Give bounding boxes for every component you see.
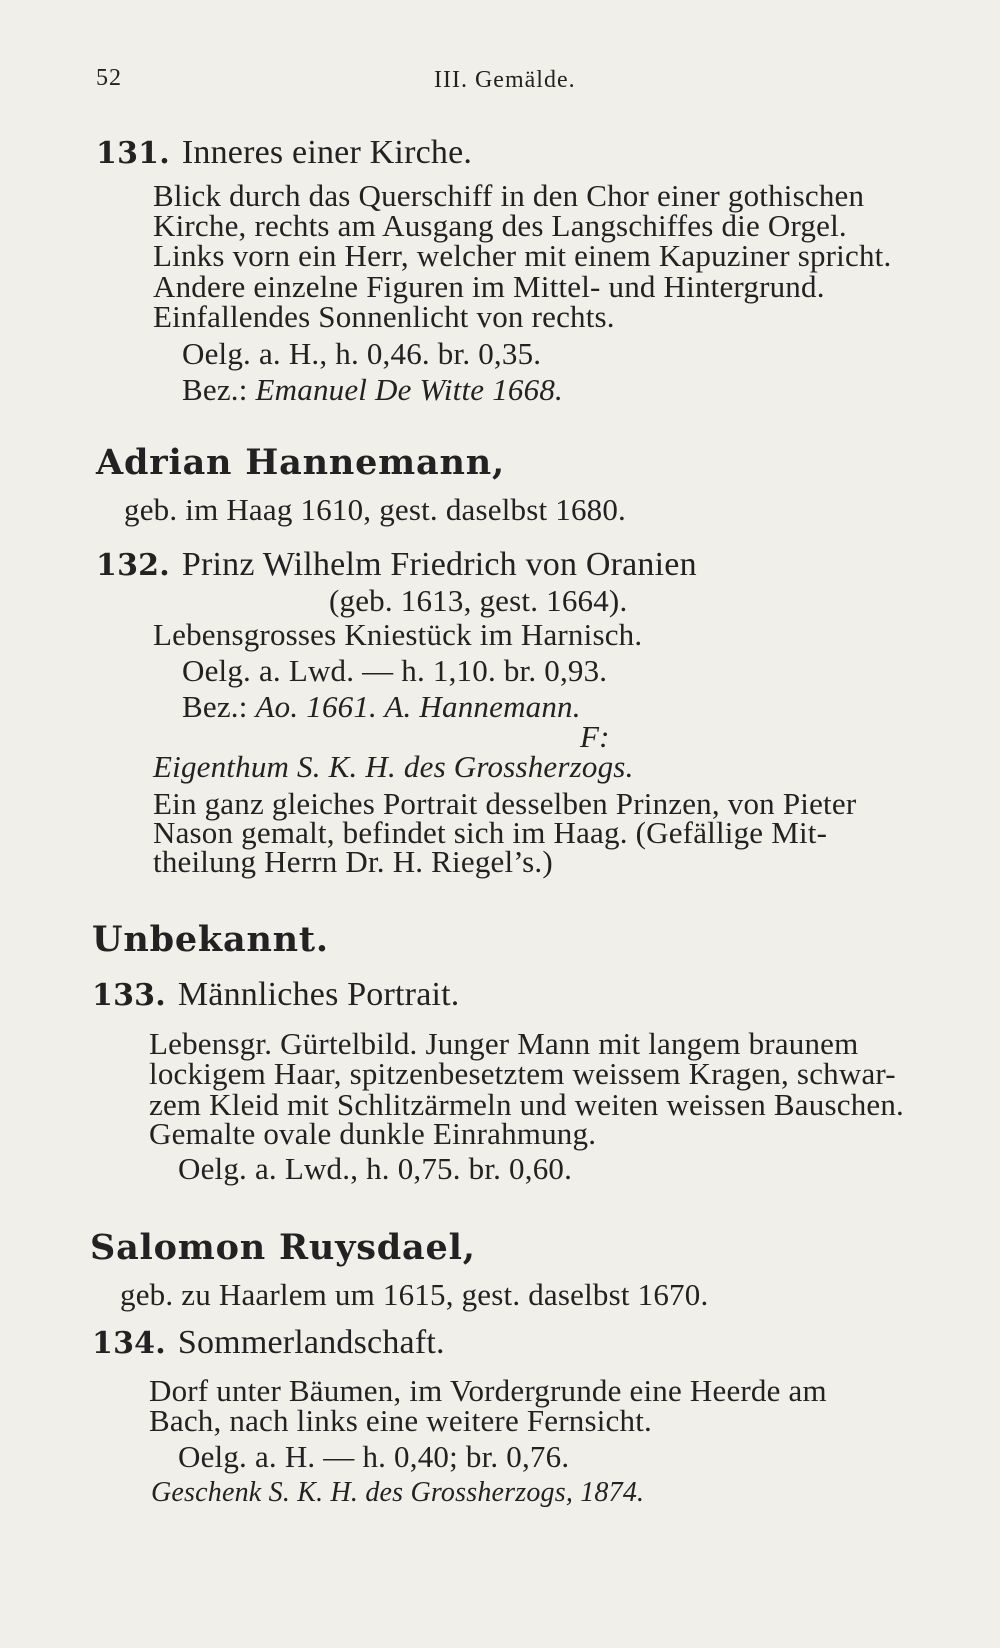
- entry-title: Prinz Wilhelm Friedrich von Oranien: [181, 546, 697, 583]
- entry-number: 131.: [96, 136, 170, 171]
- description-line: Einfallendes Sonnenlicht von rechts.: [153, 299, 615, 334]
- description-line: Links vorn ein Herr, welcher mit einem Kapuziner spricht.: [153, 238, 892, 273]
- artist-name: Unbekannt.: [92, 919, 329, 960]
- entry-number: 132.: [96, 548, 170, 583]
- entry-number: 134.: [92, 1326, 166, 1361]
- signature-line: [182, 374, 563, 406]
- signature-line: [182, 691, 581, 723]
- artist-name: Adrian Hannemann,: [96, 442, 505, 483]
- medium-dimensions: Oelg. a. H., h. 0,46. br. 0,35.: [182, 336, 542, 371]
- signature-label: Bez.:: [182, 689, 248, 724]
- description-line: Kirche, rechts am Ausgang des Langschiffes die Orgel.: [153, 208, 847, 243]
- provenance: Eigenthum S. K. H. des Grossherzogs.: [153, 749, 634, 784]
- description-line: lockigem Haar, spitzenbesetztem weissem Kragen, schwar-: [149, 1056, 896, 1091]
- note-line: Nason gemalt, befindet sich im Haag. (Gefällige Mit-: [153, 815, 828, 850]
- entry-132-heading: [96, 546, 697, 583]
- description-line: Gemalte ovale dunkle Einrahmung.: [149, 1116, 597, 1151]
- medium-dimensions: Oelg. a. Lwd., h. 0,75. br. 0,60.: [178, 1151, 573, 1186]
- description-line: Bach, nach links eine weitere Fernsicht.: [149, 1403, 652, 1438]
- description-line: zem Kleid mit Schlitzärmeln und weiten weissen Bauschen.: [149, 1087, 905, 1122]
- signature-label: Bez.:: [182, 372, 248, 407]
- medium-dimensions: Oelg. a. H. — h. 0,40; br. 0,76.: [178, 1439, 570, 1474]
- artist-bio: geb. zu Haarlem um 1615, gest. daselbst 1670.: [120, 1277, 709, 1312]
- entry-133-heading: [92, 976, 460, 1013]
- entry-number: 133.: [92, 978, 166, 1013]
- entry-title-continuation: (geb. 1613, gest. 1664).: [329, 583, 628, 618]
- description-line: Dorf unter Bäumen, im Vordergrunde eine Heerde am: [149, 1373, 827, 1408]
- page-number: 52: [96, 65, 122, 91]
- signature-text: Emanuel De Witte 1668.: [255, 372, 563, 407]
- entry-title: Sommerlandschaft.: [177, 1324, 445, 1361]
- description-line: Lebensgr. Gürtelbild. Junger Mann mit langem braunem: [149, 1026, 859, 1061]
- entry-title: Inneres einer Kirche.: [181, 134, 473, 171]
- signature-text: Ao. 1661. A. Hannemann.: [255, 689, 581, 724]
- entry-134-heading: [92, 1324, 445, 1361]
- note-line: theilung Herrn Dr. H. Riegel’s.): [153, 844, 553, 879]
- entry-131-heading: [96, 134, 473, 171]
- note-line: Ein ganz gleiches Portrait desselben Prinzen, von Pieter: [153, 786, 857, 821]
- provenance: Geschenk S. K. H. des Grossherzogs, 1874.: [151, 1477, 645, 1508]
- artist-name: Salomon Ruysdael,: [90, 1227, 476, 1268]
- description-line: Andere einzelne Figuren im Mittel- und Hintergrund.: [153, 269, 825, 304]
- artist-bio: geb. im Haag 1610, gest. daselbst 1680.: [124, 492, 626, 527]
- running-header: III. Gemälde.: [434, 67, 576, 93]
- description-line: Blick durch das Querschiff in den Chor einer gothischen: [153, 178, 865, 213]
- monogram: F:: [580, 719, 610, 754]
- description-line: Lebensgrosses Kniestück im Harnisch.: [153, 617, 643, 652]
- medium-dimensions: Oelg. a. Lwd. — h. 1,10. br. 0,93.: [182, 653, 608, 688]
- entry-title: Männliches Portrait.: [177, 976, 460, 1013]
